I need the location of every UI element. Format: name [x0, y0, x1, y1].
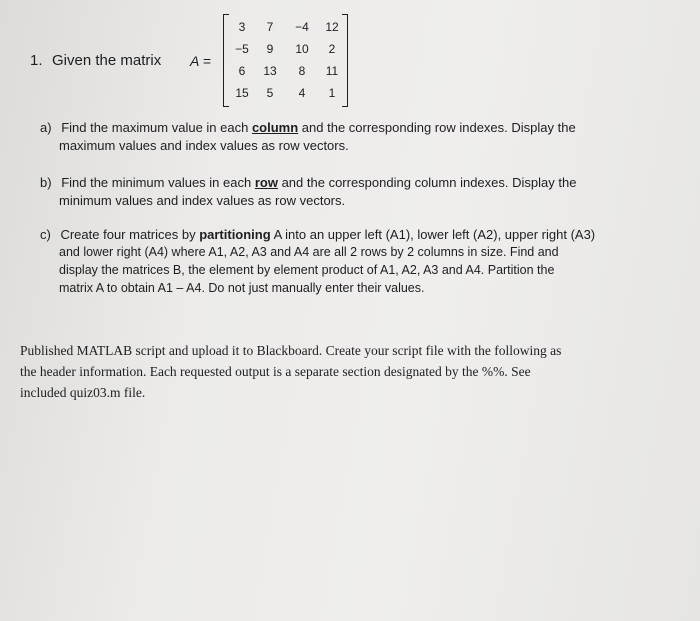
matrix-a — [223, 14, 348, 105]
matrix-grid — [229, 16, 345, 104]
matrix-cell: 15 — [235, 86, 249, 100]
part-b — [40, 174, 576, 191]
matrix-cell: 10 — [295, 42, 309, 56]
part-b-label: b) — [40, 175, 52, 190]
matrix-cell: 5 — [266, 86, 274, 100]
matrix-cell: 9 — [266, 42, 274, 56]
part-b-emphasis: row — [254, 175, 278, 190]
matrix-cell: 4 — [298, 86, 306, 100]
closing-line1: Published MATLAB script and upload it to Blackboard. Create your script file with the following as — [20, 343, 562, 358]
matrix-cell: 6 — [238, 64, 246, 78]
part-a-label: a) — [40, 120, 52, 135]
problem-intro: Given the matrix — [52, 52, 162, 69]
part-c-line4: matrix A to obtain A1 – A4. Do not just manually enter their values. — [59, 281, 425, 295]
part-c-line1 — [60, 227, 595, 242]
part-c-text-end: A into an upper left (A1), lower left (A2), upper right (A3) — [270, 227, 596, 242]
matrix-cell: 7 — [266, 20, 274, 34]
matrix-cell: 8 — [298, 64, 306, 78]
part-a-text-end: and the corresponding row indexes. Display the — [298, 120, 576, 135]
closing-line3: included quiz03.m file. — [20, 385, 146, 400]
part-c-line2: and lower right (A4) where A1, A2, A3 and A4 are all 2 rows by 2 columns in size. Find and — [59, 245, 559, 259]
closing-line2: the header information. Each requested output is a separate section designated by the %%. See — [20, 364, 531, 379]
part-c-text: Create four matrices by — [60, 227, 200, 242]
part-a-text: Find the maximum value in each — [61, 120, 252, 135]
part-c-line3: display the matrices B, the element by element product of A1, A2, A3 and A4. Partition the — [59, 263, 555, 277]
matrix-cell: 12 — [325, 20, 339, 34]
part-c — [40, 226, 595, 243]
part-c-emphasis: partitioning — [199, 227, 271, 242]
matrix-cell: 2 — [328, 42, 336, 56]
part-b-line1 — [61, 175, 576, 190]
part-b-text-end: and the corresponding column indexes. Display the — [277, 175, 577, 190]
matrix-cell: 1 — [328, 86, 336, 100]
part-b-text: Find the minimum values in each — [61, 175, 255, 190]
part-a-line2: maximum values and index values as row vectors. — [59, 138, 349, 153]
part-b-line2: minimum values and index values as row vectors. — [59, 193, 346, 208]
matrix-cell: −5 — [235, 42, 249, 56]
part-a-emphasis: column — [251, 120, 299, 135]
matrix-right-bracket — [342, 14, 348, 107]
part-a-line1 — [61, 120, 576, 135]
matrix-cell: 11 — [325, 64, 339, 78]
matrix-cell: 13 — [263, 64, 277, 78]
problem-number: 1. — [30, 52, 43, 69]
matrix-label: A = — [190, 53, 211, 69]
part-a — [40, 119, 576, 136]
matrix-cell: −4 — [295, 20, 309, 34]
matrix-cell: 3 — [238, 20, 246, 34]
part-c-label: c) — [40, 227, 51, 242]
